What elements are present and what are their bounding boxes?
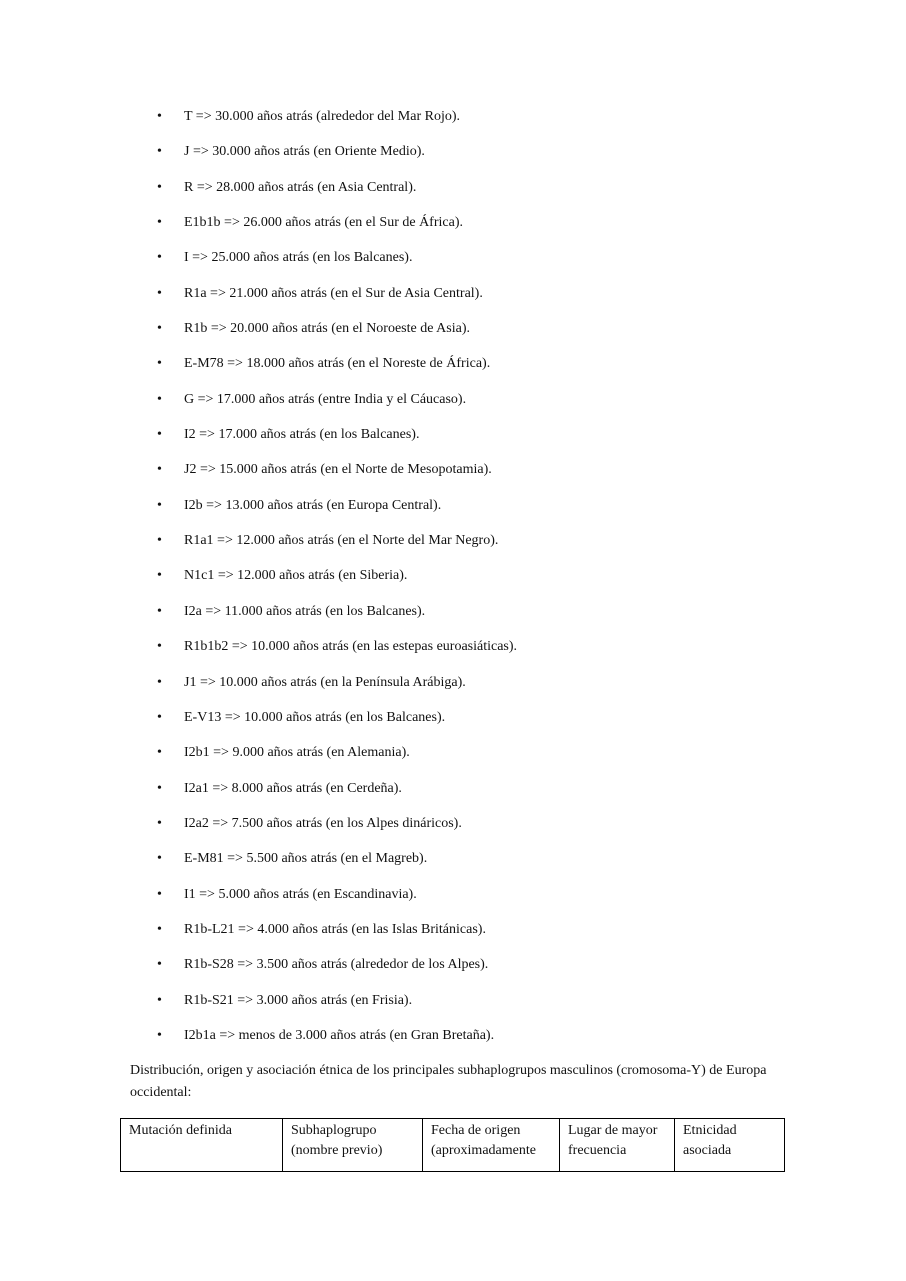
list-item	[0, 318, 517, 353]
bullet-icon: •	[157, 1027, 162, 1043]
list-item	[0, 954, 517, 989]
haplogroup-table	[120, 1118, 785, 1172]
list-item	[0, 459, 517, 494]
list-item-text: I2a => 11.000 años atrás (en los Balcanes).	[184, 603, 426, 619]
list-item-text: R => 28.000 años atrás (en Asia Central).	[184, 179, 417, 195]
list-item	[0, 1025, 517, 1060]
list-item-text: R1b-S28 => 3.500 años atrás (alrededor de los Alpes).	[184, 957, 489, 973]
list-item-text: I2b => 13.000 años atrás (en Europa Central).	[184, 497, 442, 513]
list-item-text: T => 30.000 años atrás (alrededor del Mar Rojo).	[184, 109, 461, 124]
list-item	[0, 565, 517, 600]
list-item-text: J => 30.000 años atrás (en Oriente Medio).	[184, 144, 425, 160]
table-header-cell: Subhaplogrupo (nombre previo)	[283, 1119, 423, 1172]
haplogroup-list	[0, 106, 517, 1060]
list-item	[0, 247, 517, 282]
list-item	[0, 106, 517, 141]
bullet-icon: •	[157, 321, 162, 337]
list-item	[0, 848, 517, 883]
bullet-icon: •	[157, 568, 162, 584]
bullet-icon: •	[157, 639, 162, 655]
list-item	[0, 919, 517, 954]
list-item	[0, 778, 517, 813]
table-header-cell: Fecha de origen (aproximadamente	[423, 1119, 560, 1172]
list-item-text: R1b-L21 => 4.000 años atrás (en las Islas Británicas).	[184, 921, 486, 937]
bullet-icon: •	[157, 285, 162, 301]
list-item	[0, 601, 517, 636]
bullet-icon: •	[157, 356, 162, 372]
bullet-icon: •	[157, 109, 162, 124]
bullet-icon: •	[157, 462, 162, 478]
list-item	[0, 424, 517, 459]
bullet-icon: •	[157, 815, 162, 831]
list-item-text: G => 17.000 años atrás (entre India y el Cáucaso).	[184, 391, 467, 407]
list-item	[0, 283, 517, 318]
list-item	[0, 495, 517, 530]
bullet-icon: •	[157, 745, 162, 761]
bullet-icon: •	[157, 250, 162, 266]
list-item-text: N1c1 => 12.000 años atrás (en Siberia).	[184, 568, 408, 584]
bullet-icon: •	[157, 179, 162, 195]
list-item-text: J2 => 15.000 años atrás (en el Norte de Mesopotamia).	[184, 462, 492, 478]
bullet-icon: •	[157, 992, 162, 1008]
list-item	[0, 141, 517, 176]
bullet-icon: •	[157, 780, 162, 796]
list-item	[0, 742, 517, 777]
table-header-row	[121, 1119, 785, 1172]
bullet-icon: •	[157, 215, 162, 231]
list-item-text: E1b1b => 26.000 años atrás (en el Sur de África).	[184, 215, 463, 231]
bullet-icon: •	[157, 886, 162, 902]
list-item	[0, 884, 517, 919]
table-header-cell: Etnicidad asociada	[675, 1119, 785, 1172]
list-item	[0, 353, 517, 388]
list-item	[0, 672, 517, 707]
list-item-text: I2b1a => menos de 3.000 años atrás (en Gran Bretaña).	[184, 1027, 495, 1043]
bullet-icon: •	[157, 391, 162, 407]
list-item-text: I2a1 => 8.000 años atrás (en Cerdeña).	[184, 780, 402, 796]
paragraph: Distribución, origen y asociación étnica de los principales subhaplogrupos masculinos (cromosoma-Y) de Europa occidental:	[130, 1063, 767, 1100]
list-item	[0, 389, 517, 424]
table-header-cell: Lugar de mayor frecuencia	[560, 1119, 675, 1172]
bullet-icon: •	[157, 709, 162, 725]
bullet-icon: •	[157, 144, 162, 160]
list-item	[0, 636, 517, 671]
list-item	[0, 212, 517, 247]
bullet-icon: •	[157, 674, 162, 690]
list-item-text: R1b-S21 => 3.000 años atrás (en Frisia).	[184, 992, 413, 1008]
list-item-text: I2b1 => 9.000 años atrás (en Alemania).	[184, 745, 410, 761]
list-item-text: R1b1b2 => 10.000 años atrás (en las estepas euroasiáticas).	[184, 639, 518, 655]
list-item-text: J1 => 10.000 años atrás (en la Península Arábiga).	[184, 674, 466, 690]
bullet-icon: •	[157, 851, 162, 867]
list-item	[0, 707, 517, 742]
list-item-text: I2a2 => 7.500 años atrás (en los Alpes dináricos).	[184, 815, 462, 831]
list-item	[0, 530, 517, 565]
list-item	[0, 177, 517, 212]
list-item-text: I2 => 17.000 años atrás (en los Balcanes).	[184, 427, 420, 443]
list-item-text: R1a => 21.000 años atrás (en el Sur de Asia Central).	[184, 285, 483, 301]
bullet-icon: •	[157, 603, 162, 619]
bullet-icon: •	[157, 921, 162, 937]
list-item-text: R1b => 20.000 años atrás (en el Noroeste de Asia).	[184, 321, 471, 337]
list-item-text: I => 25.000 años atrás (en los Balcanes).	[184, 250, 413, 266]
bullet-icon: •	[157, 497, 162, 513]
list-item-text: I1 => 5.000 años atrás (en Escandinavia).	[184, 886, 417, 902]
list-item-text: E-V13 => 10.000 años atrás (en los Balcanes).	[184, 709, 446, 725]
list-item-text: E-M78 => 18.000 años atrás (en el Noreste de África).	[184, 356, 491, 372]
list-item	[0, 990, 517, 1025]
list-item	[0, 813, 517, 848]
table-header-cell: Mutación definida	[121, 1119, 283, 1172]
bullet-icon: •	[157, 427, 162, 443]
list-item-text: E-M81 => 5.500 años atrás (en el Magreb).	[184, 851, 428, 867]
bullet-icon: •	[157, 533, 162, 549]
bullet-icon: •	[157, 957, 162, 973]
list-item-text: R1a1 => 12.000 años atrás (en el Norte del Mar Negro).	[184, 533, 499, 549]
